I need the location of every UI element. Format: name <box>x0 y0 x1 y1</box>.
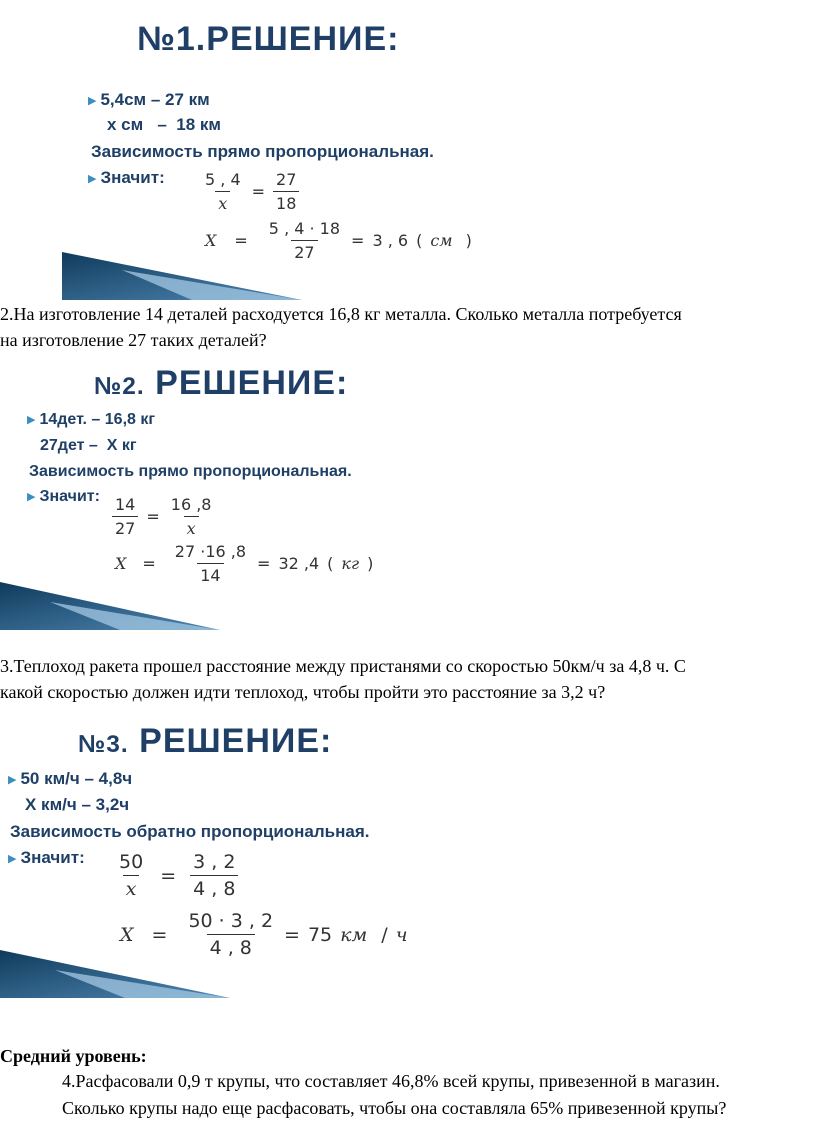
slide1-equation1: $\frac{5 , 4}{x}$ = $\frac{27}{18}$ <box>202 170 299 213</box>
slide1-line3: Зависимость прямо пропорциональная. <box>91 142 434 161</box>
slide1-line2: х см – 18 км <box>107 115 221 134</box>
slide3-title-number: №3. <box>78 731 129 758</box>
problem3-line1: 3.Теплоход ракета прошел расстояние между пристанями со скоростью 50км/ч за 4,8 ч. С <box>0 656 686 676</box>
slide3-title <box>78 722 332 761</box>
slide2-line2: 27дет – Х кг <box>40 437 137 454</box>
slide3-decor-wedge <box>0 950 230 998</box>
section-line1: 4.Расфасовали 0,9 т крупы, что составляет 46,8% всей крупы, привезенной в магазин. <box>62 1071 720 1091</box>
slide3-line1: ▶ 50 км/ч – 4,8ч <box>8 769 133 788</box>
section-heading: Средний уровень: <box>0 1046 147 1066</box>
slide1-title-word: РЕШЕНИЕ: <box>206 20 400 58</box>
slide2-decor-wedge <box>0 582 220 630</box>
slide2-line4: ▶ Значит: <box>27 488 100 505</box>
slide2-title-number: №2. <box>94 373 145 400</box>
slide1-equation2: X = $\frac{5 , 4 \cdot 18}{27}$ = 3 , 6 ( см ) <box>205 219 472 262</box>
slide3-line2: Х км/ч – 3,2ч <box>25 795 130 814</box>
problem3-line2: какой скоростью должен идти теплоход, чтобы пройти это расстояние за 3,2 ч? <box>0 682 606 702</box>
bullet-icon: ▶ <box>8 853 17 865</box>
slide2-line1: ▶ 14дет. – 16,8 кг <box>27 411 156 428</box>
problem2-line1: 2.На изготовление 14 деталей расходуется 16,8 кг металла. Сколько металла потребуется <box>0 304 682 324</box>
slide3-equation1: $\frac{50}{x}$ = $\frac{3 , 2}{4 , 8}$ <box>116 851 238 900</box>
slide2-title-word: РЕШЕНИЕ: <box>155 364 349 402</box>
slide1-title-number: №1. <box>137 20 207 58</box>
problem2-line2: на изготовление 27 таких деталей? <box>0 330 267 350</box>
slide1-line4: ▶ Значит: <box>88 168 165 187</box>
slide2-title <box>94 364 348 403</box>
bullet-icon: ▶ <box>27 414 36 426</box>
slide3-line4: ▶ Значит: <box>8 848 85 867</box>
bullet-icon: ▶ <box>27 491 36 503</box>
slide3-equation2: X = $\frac{50 \cdot 3 , 2}{4 , 8}$ = 75 км / ч <box>120 910 408 959</box>
slide2-equation1: $\frac{14}{27}$ = $\frac{16 ,8}{x}$ <box>112 495 214 538</box>
slide3-line3: Зависимость обратно пропорциональная. <box>10 822 370 841</box>
slide3-title-word: РЕШЕНИЕ: <box>139 722 333 760</box>
slide1-title <box>137 20 399 59</box>
slide1-decor-wedge <box>62 252 302 300</box>
slide2-equation2: X = $\frac{27 \cdot 16 ,8}{14}$ = 32 ,4 ( кг ) <box>115 542 374 585</box>
bullet-icon: ▶ <box>8 774 17 786</box>
slide2-line3: Зависимость прямо пропорциональная. <box>29 463 352 480</box>
section-line2: Сколько крупы надо еще расфасовать, чтобы она составляла 65% привезенной крупы? <box>62 1098 727 1118</box>
bullet-icon: ▶ <box>88 95 97 107</box>
bullet-icon: ▶ <box>88 173 97 185</box>
slide1-line1: ▶ 5,4см – 27 км <box>88 90 210 109</box>
